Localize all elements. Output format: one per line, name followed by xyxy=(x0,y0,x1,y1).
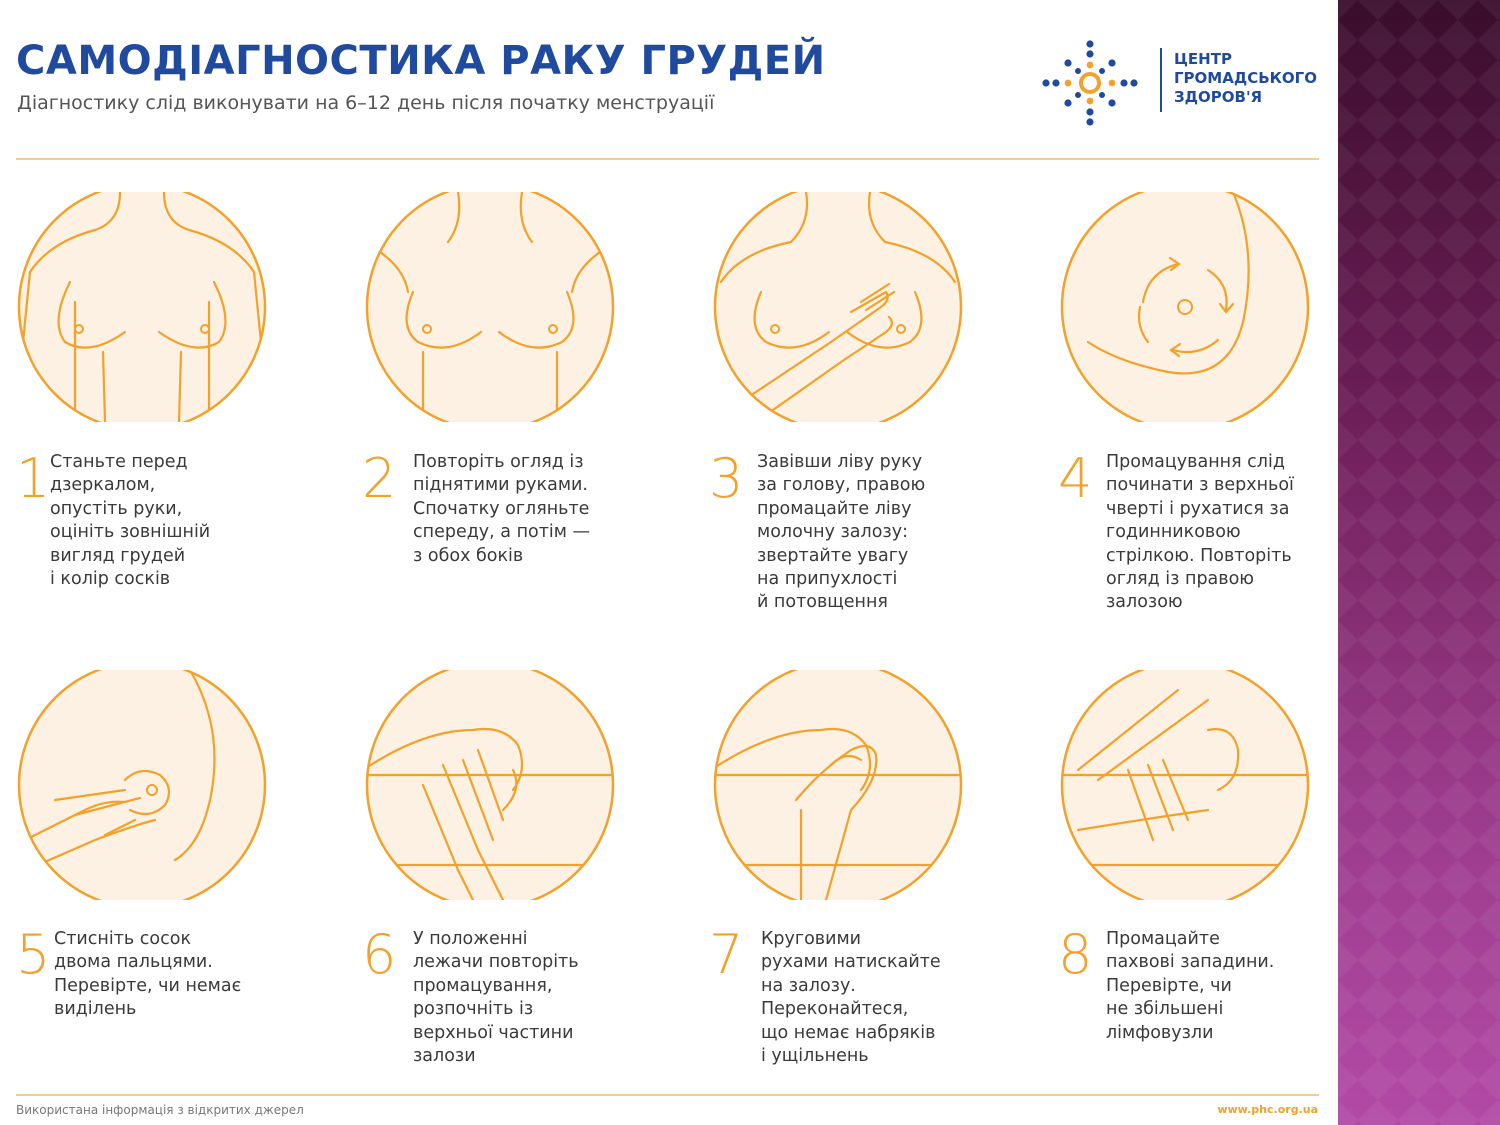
logo-divider xyxy=(1160,48,1162,112)
step-3-hand-palpation-illustration xyxy=(711,192,965,422)
step-8-number: 8 xyxy=(1058,923,1093,986)
step-3-text: Завівши ліву руку за голову, правою промацайте ліву молочну залозу: звертайте увагу на припухлості й потовщення xyxy=(757,452,926,613)
step-6-number: 6 xyxy=(362,923,397,986)
step-2-arms-raised-illustration xyxy=(363,192,617,422)
step-7-number: 7 xyxy=(709,923,744,986)
logo-line-3: ЗДОРОВ'Я xyxy=(1174,88,1263,106)
footer-source: Використана інформація з відкритих джерел xyxy=(16,1103,304,1117)
step-1-number: 1 xyxy=(16,447,51,510)
decorative-sidebar xyxy=(1338,0,1500,1125)
step-5-text: Стисніть сосок двома пальцями. Перевірте, чи немає виділень xyxy=(54,929,242,1020)
step-4-clockwise-arrows-illustration xyxy=(1058,192,1312,422)
step-6-lying-palpation-illustration xyxy=(363,670,617,900)
step-7-circular-pressing-illustration xyxy=(711,670,965,900)
header-divider xyxy=(16,158,1319,160)
logo-line-1: ЦЕНТР xyxy=(1174,50,1232,68)
step-5-number: 5 xyxy=(16,923,51,986)
footer-url: www.phc.org.ua xyxy=(1217,1103,1318,1116)
logo-line-2: ГРОМАДСЬКОГО xyxy=(1174,69,1317,87)
page-title: САМОДІАГНОСТИКА РАКУ ГРУДЕЙ xyxy=(16,38,826,84)
step-8-text: Промацайте пахвові западини. Перевірте, чи не збільшені лімфовузли xyxy=(1106,929,1275,1043)
step-6-text: У положенні лежачи повторіть промацування, розпочніть із верхньої частини залози xyxy=(413,929,579,1067)
step-4-text: Промацування слід починати з верхньої чверті і рухатися за годинниковою стрілкою. Повторіть огляд із правою залозою xyxy=(1106,452,1294,613)
phc-logo xyxy=(1040,38,1330,128)
logo-text xyxy=(1174,50,1317,107)
footer-divider xyxy=(16,1094,1319,1096)
page-subtitle: Діагностику слід виконувати на 6–12 день після початку менструації xyxy=(17,92,715,114)
step-5-nipple-squeeze-illustration xyxy=(15,670,269,900)
step-4-number: 4 xyxy=(1058,447,1093,510)
step-1-text: Станьте перед дзеркалом, опустіть руки, оцініть зовнішній вигляд грудей і колір сосків xyxy=(50,452,211,590)
step-2-text: Повторіть огляд із піднятими руками. Спочатку огляньте спереду, а потім — з обох боків xyxy=(413,452,591,566)
step-7-text: Круговими рухами натискайте на залозу. Переконайтеся, що немає набряків і ущільнень xyxy=(761,929,941,1067)
step-3-number: 3 xyxy=(709,447,744,510)
phc-logo-mark-icon xyxy=(1040,38,1140,128)
step-1-front-view-illustration xyxy=(15,192,269,422)
step-8-armpit-palpation-illustration xyxy=(1058,670,1312,900)
step-2-number: 2 xyxy=(362,447,397,510)
